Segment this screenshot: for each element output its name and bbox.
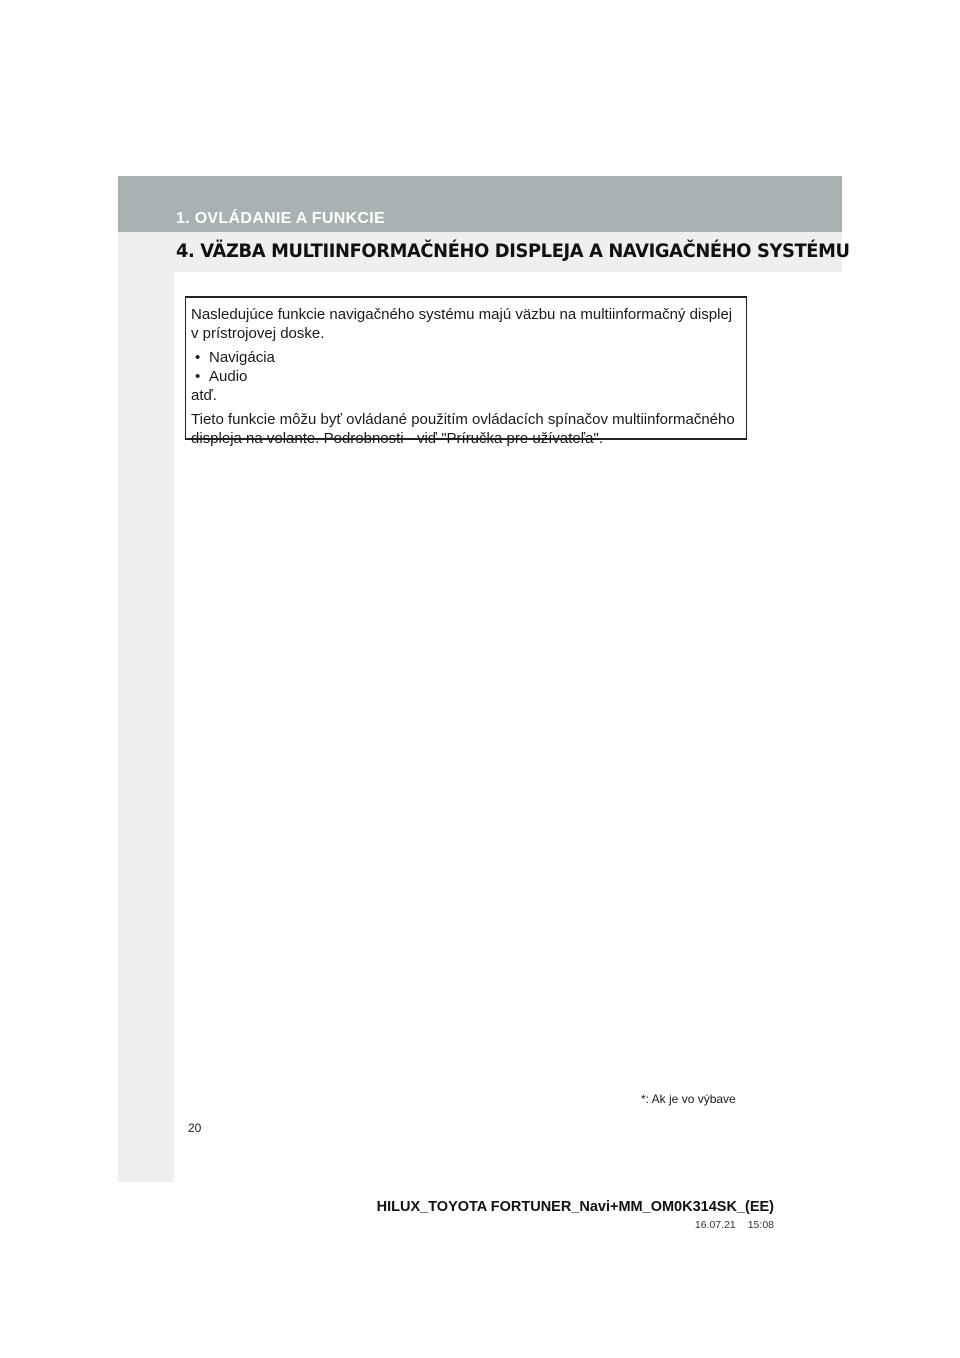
list-item <box>191 348 742 367</box>
section-title: 4. VÄZBA MULTIINFORMAČNÉHO DISPLEJA A NAVIGAČNÉHO SYSTÉMU <box>176 240 850 262</box>
list-item-label: Navigácia <box>209 349 275 366</box>
page-number: 20 <box>188 1121 202 1135</box>
info-box <box>185 296 747 447</box>
document-timestamp <box>695 1219 774 1231</box>
list-item <box>191 367 742 386</box>
chapter-label: 1. OVLÁDANIE A FUNKCIE <box>176 210 385 227</box>
footnote: *: Ak je vo výbave <box>641 1092 736 1106</box>
bullet-icon: • <box>195 368 201 385</box>
intro-line-2: v prístrojovej doske. <box>191 325 325 342</box>
outro-line-1: Tieto funkcie môžu byť ovládané použitím ovládacích spínačov multiinformačného <box>191 411 735 428</box>
outro-line-2: displeja na volante. Podrobnosti - viď "Príručka pre užívateľa". <box>191 430 603 447</box>
document-date: 16.07.21 <box>694 1219 736 1231</box>
outro-paragraph <box>191 410 742 448</box>
list-item-label: Audio <box>209 368 248 385</box>
etc-text: atď. <box>191 387 217 404</box>
document-id: HILUX_TOYOTA FORTUNER_Navi+MM_OM0K314SK_(EE) <box>376 1199 774 1215</box>
document-time: 15:08 <box>747 1219 774 1231</box>
intro-line-1: Nasledujúce funkcie navigačného systému majú väzbu na multiinformačný displej <box>191 306 733 323</box>
bullet-icon: • <box>195 349 201 366</box>
intro-paragraph <box>191 305 742 343</box>
